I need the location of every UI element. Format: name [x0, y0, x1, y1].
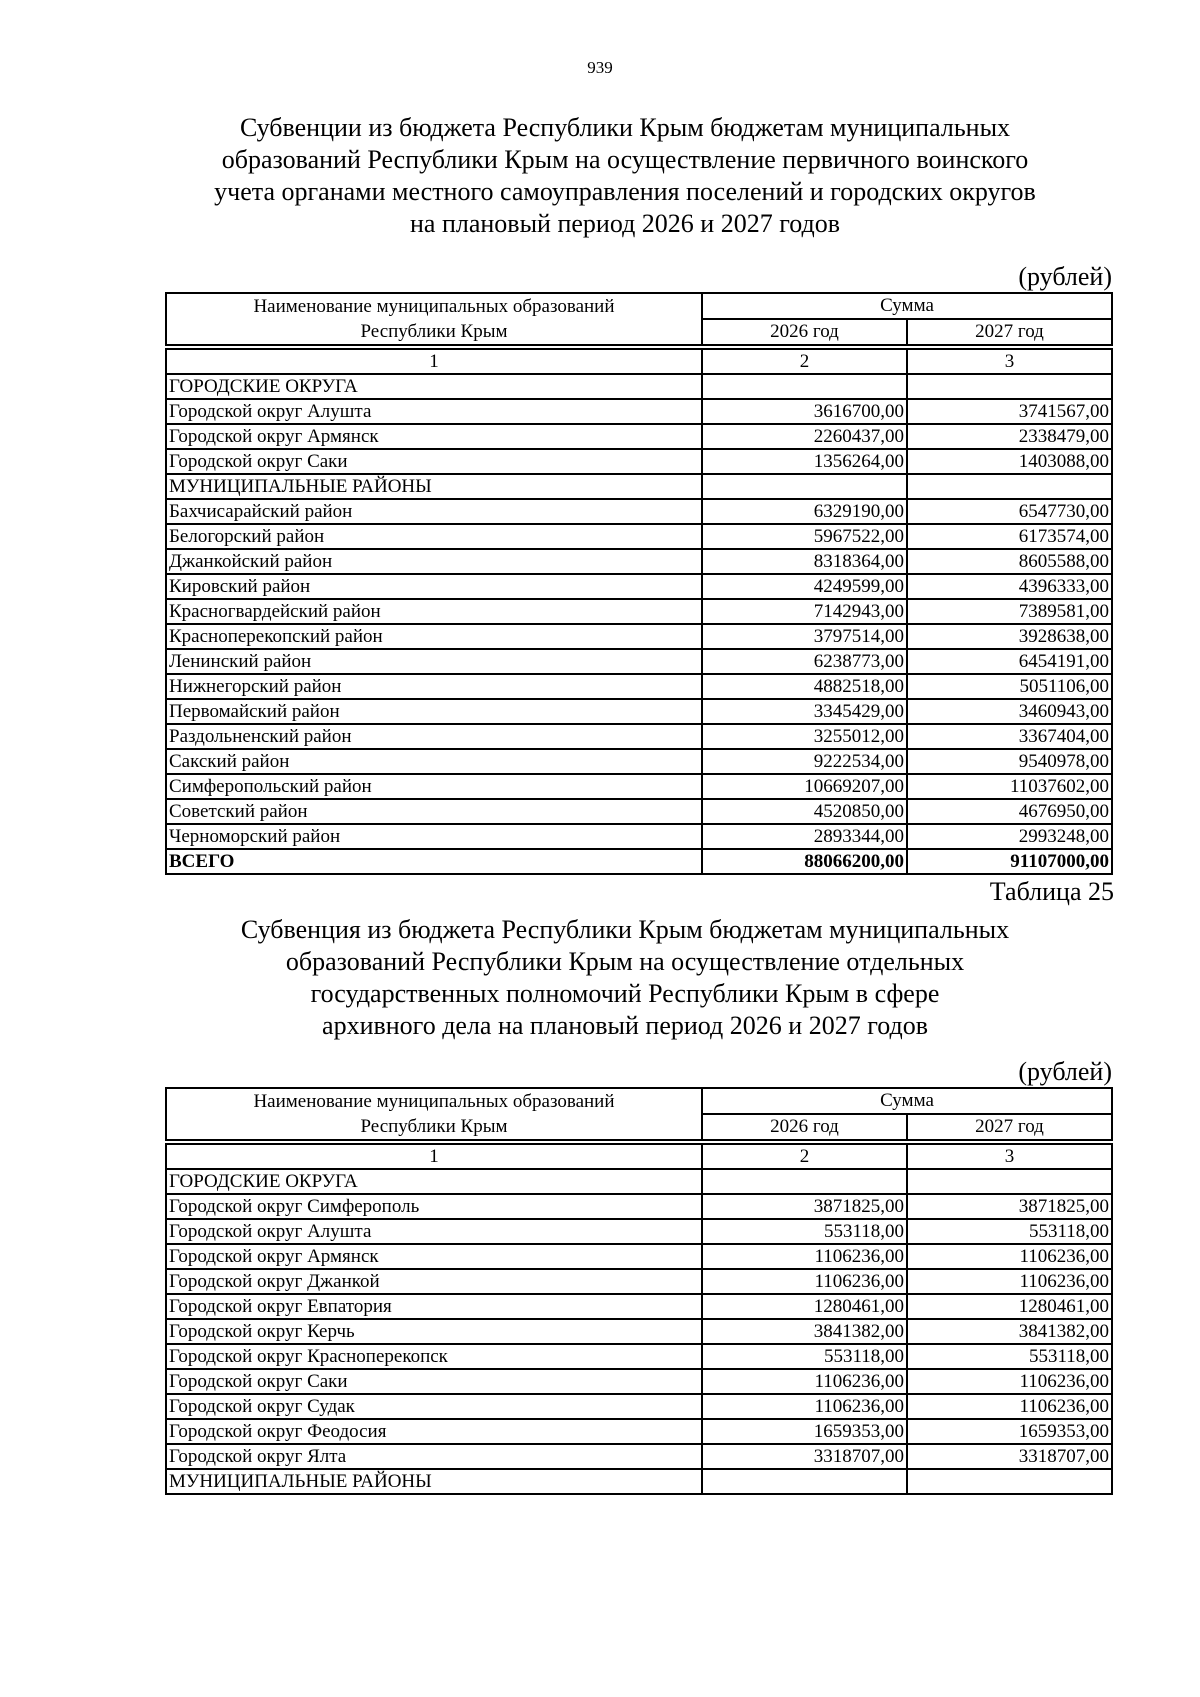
table-row	[166, 1469, 1112, 1494]
table-row	[166, 824, 1112, 849]
table-row	[166, 424, 1112, 449]
table-row	[166, 1319, 1112, 1344]
table2-header-sum: Сумма	[702, 1088, 1112, 1114]
row-name: Городской округ Армянск	[166, 1244, 702, 1269]
row-value-2026: 1106236,00	[702, 1244, 907, 1269]
row-value-2026: 3797514,00	[702, 624, 907, 649]
row-value-2027	[907, 374, 1112, 399]
table1-header-sum: Сумма	[702, 293, 1112, 319]
table-row	[166, 1269, 1112, 1294]
row-value-2027: 3928638,00	[907, 624, 1112, 649]
row-value-2027	[907, 1169, 1112, 1194]
row-name: Кировский район	[166, 574, 702, 599]
table2-caption: Таблица 25	[989, 877, 1114, 906]
row-name: Городской округ Красноперекопск	[166, 1344, 702, 1369]
row-value-2027: 1280461,00	[907, 1294, 1112, 1319]
table-row	[166, 474, 1112, 499]
row-name: Нижнегорский район	[166, 674, 702, 699]
row-name: Городской округ Феодосия	[166, 1419, 702, 1444]
table-row	[166, 549, 1112, 574]
row-value-2026: 6329190,00	[702, 499, 907, 524]
table-row	[166, 674, 1112, 699]
row-name: Городской округ Ялта	[166, 1444, 702, 1469]
header-name-line1: Наименование муниципальных образований	[253, 1091, 615, 1112]
table-row	[166, 1169, 1112, 1194]
table-row	[166, 524, 1112, 549]
row-name: Городской округ Саки	[166, 449, 702, 474]
header-name-line1: Наименование муниципальных образований	[253, 296, 615, 317]
table2-header-year-2026: 2026 год	[702, 1114, 907, 1140]
row-value-2027: 1106236,00	[907, 1369, 1112, 1394]
row-name: Городской округ Симферополь	[166, 1194, 702, 1219]
row-name: Красногвардейский район	[166, 599, 702, 624]
table2-header-name	[166, 1088, 702, 1140]
table1-header-row	[166, 293, 1112, 319]
table1	[165, 292, 1113, 875]
table-row	[166, 374, 1112, 399]
row-value-2027: 5051106,00	[907, 674, 1112, 699]
table-row	[166, 649, 1112, 674]
row-value-2026: 3841382,00	[702, 1319, 907, 1344]
row-value-2026	[702, 474, 907, 499]
row-value-2027: 1106236,00	[907, 1269, 1112, 1294]
column-number: 2	[702, 1144, 907, 1169]
table-row	[166, 1419, 1112, 1444]
table-row	[166, 1244, 1112, 1269]
row-name: Городской округ Армянск	[166, 424, 702, 449]
row-value-2026: 1356264,00	[702, 449, 907, 474]
table1-total-row	[166, 849, 1112, 874]
table-row	[166, 1294, 1112, 1319]
table-row	[166, 599, 1112, 624]
row-name: Городской округ Саки	[166, 1369, 702, 1394]
row-value-2026: 8318364,00	[702, 549, 907, 574]
row-name: Черноморский район	[166, 824, 702, 849]
row-name: МУНИЦИПАЛЬНЫЕ РАЙОНЫ	[166, 1469, 702, 1494]
table-row	[166, 499, 1112, 524]
row-value-2027: 4676950,00	[907, 799, 1112, 824]
row-value-2026: 3871825,00	[702, 1194, 907, 1219]
row-value-2026: 1106236,00	[702, 1369, 907, 1394]
table1-header-year-2026: 2026 год	[702, 319, 907, 345]
row-name: Джанкойский район	[166, 549, 702, 574]
row-value-2026	[702, 1469, 907, 1494]
row-value-2026: 553118,00	[702, 1344, 907, 1369]
table2	[165, 1087, 1113, 1495]
row-value-2026: 1280461,00	[702, 1294, 907, 1319]
table1-title-line: образований Республики Крым на осуществление первичного воинского	[221, 145, 1029, 174]
table1-title	[150, 112, 1100, 240]
row-value-2026: 7142943,00	[702, 599, 907, 624]
row-name: Городской округ Джанкой	[166, 1269, 702, 1294]
table-row	[166, 574, 1112, 599]
total-2027: 91107000,00	[907, 849, 1112, 874]
table2-header-year-2027: 2027 год	[907, 1114, 1112, 1140]
row-value-2027	[907, 474, 1112, 499]
table2-title-line: образований Республики Крым на осуществление отдельных	[285, 947, 965, 976]
total-2026: 88066200,00	[702, 849, 907, 874]
table-row	[166, 1369, 1112, 1394]
row-value-2027: 553118,00	[907, 1219, 1112, 1244]
row-name: Первомайский район	[166, 699, 702, 724]
row-value-2026: 553118,00	[702, 1219, 907, 1244]
row-value-2026: 1659353,00	[702, 1419, 907, 1444]
row-name: Симферопольский район	[166, 774, 702, 799]
row-value-2027: 3841382,00	[907, 1319, 1112, 1344]
row-value-2027: 1659353,00	[907, 1419, 1112, 1444]
header-name-line2: Республики Крым	[360, 321, 508, 342]
row-value-2026: 2893344,00	[702, 824, 907, 849]
table-row	[166, 699, 1112, 724]
row-value-2026: 3255012,00	[702, 724, 907, 749]
table2-unit: (рублей)	[1018, 1057, 1112, 1086]
table1-title-line: Субвенции из бюджета Республики Крым бюджетам муниципальных	[239, 113, 1011, 142]
row-value-2027	[907, 1469, 1112, 1494]
total-label: ВСЕГО	[166, 849, 702, 874]
table2-title-line: Субвенция из бюджета Республики Крым бюджетам муниципальных	[240, 915, 1010, 944]
row-value-2026: 6238773,00	[702, 649, 907, 674]
row-value-2027: 11037602,00	[907, 774, 1112, 799]
table1-column-numbers	[166, 349, 1112, 374]
row-value-2027: 1106236,00	[907, 1394, 1112, 1419]
row-value-2026: 4520850,00	[702, 799, 907, 824]
table-row	[166, 1394, 1112, 1419]
table-row	[166, 449, 1112, 474]
row-value-2027: 4396333,00	[907, 574, 1112, 599]
table-row	[166, 1194, 1112, 1219]
table-row	[166, 1219, 1112, 1244]
table1-header-year-2027: 2027 год	[907, 319, 1112, 345]
table2-header-row	[166, 1088, 1112, 1114]
row-name: Бахчисарайский район	[166, 499, 702, 524]
row-name: МУНИЦИПАЛЬНЫЕ РАЙОНЫ	[166, 474, 702, 499]
row-value-2026: 1106236,00	[702, 1269, 907, 1294]
table1-header-name	[166, 293, 702, 345]
column-number: 3	[907, 349, 1112, 374]
row-value-2026	[702, 1169, 907, 1194]
table-row	[166, 799, 1112, 824]
table-row	[166, 724, 1112, 749]
row-value-2027: 3318707,00	[907, 1444, 1112, 1469]
row-value-2027: 2338479,00	[907, 424, 1112, 449]
table2-title-line: государственных полномочий Республики Крым в сфере	[310, 979, 940, 1008]
row-name: Городской округ Судак	[166, 1394, 702, 1419]
row-value-2027: 3741567,00	[907, 399, 1112, 424]
row-name: Городской округ Алушта	[166, 1219, 702, 1244]
row-value-2027: 3871825,00	[907, 1194, 1112, 1219]
row-value-2026: 5967522,00	[702, 524, 907, 549]
row-name: Сакский район	[166, 749, 702, 774]
row-value-2027: 8605588,00	[907, 549, 1112, 574]
table-row	[166, 774, 1112, 799]
row-value-2026: 10669207,00	[702, 774, 907, 799]
row-value-2026: 3345429,00	[702, 699, 907, 724]
row-name: ГОРОДСКИЕ ОКРУГА	[166, 1169, 702, 1194]
row-name: Городской округ Алушта	[166, 399, 702, 424]
row-value-2026: 4249599,00	[702, 574, 907, 599]
row-name: ГОРОДСКИЕ ОКРУГА	[166, 374, 702, 399]
row-value-2027: 6547730,00	[907, 499, 1112, 524]
column-number: 1	[166, 349, 702, 374]
row-value-2026: 3616700,00	[702, 399, 907, 424]
row-value-2026	[702, 374, 907, 399]
table1-title-line: учета органами местного самоуправления поселений и городских округов	[214, 177, 1036, 206]
column-number: 2	[702, 349, 907, 374]
row-value-2027: 2993248,00	[907, 824, 1112, 849]
row-value-2027: 6454191,00	[907, 649, 1112, 674]
row-name: Городской округ Керчь	[166, 1319, 702, 1344]
page-number: 939	[587, 58, 613, 77]
row-value-2026: 3318707,00	[702, 1444, 907, 1469]
table-row	[166, 749, 1112, 774]
table1-unit: (рублей)	[1018, 262, 1112, 291]
row-value-2026: 4882518,00	[702, 674, 907, 699]
row-name: Белогорский район	[166, 524, 702, 549]
row-value-2026: 9222534,00	[702, 749, 907, 774]
row-name: Красноперекопский район	[166, 624, 702, 649]
row-value-2027: 3460943,00	[907, 699, 1112, 724]
row-value-2027: 3367404,00	[907, 724, 1112, 749]
header-name-line2: Республики Крым	[360, 1116, 508, 1137]
row-value-2027: 1403088,00	[907, 449, 1112, 474]
column-number: 1	[166, 1144, 702, 1169]
row-name: Советский район	[166, 799, 702, 824]
row-value-2027: 1106236,00	[907, 1244, 1112, 1269]
row-value-2026: 1106236,00	[702, 1394, 907, 1419]
table2-title	[150, 914, 1100, 1042]
row-value-2027: 7389581,00	[907, 599, 1112, 624]
column-number: 3	[907, 1144, 1112, 1169]
table-row	[166, 1444, 1112, 1469]
row-value-2027: 553118,00	[907, 1344, 1112, 1369]
row-name: Раздольненский район	[166, 724, 702, 749]
row-value-2026: 2260437,00	[702, 424, 907, 449]
row-value-2027: 9540978,00	[907, 749, 1112, 774]
table2-title-line: архивного дела на плановый период 2026 и 2027 годов	[322, 1011, 928, 1040]
table-row	[166, 1344, 1112, 1369]
table1-title-line: на плановый период 2026 и 2027 годов	[410, 209, 840, 238]
table-row	[166, 624, 1112, 649]
row-name: Ленинский район	[166, 649, 702, 674]
row-value-2027: 6173574,00	[907, 524, 1112, 549]
table-row	[166, 399, 1112, 424]
table2-column-numbers	[166, 1144, 1112, 1169]
row-name: Городской округ Евпатория	[166, 1294, 702, 1319]
